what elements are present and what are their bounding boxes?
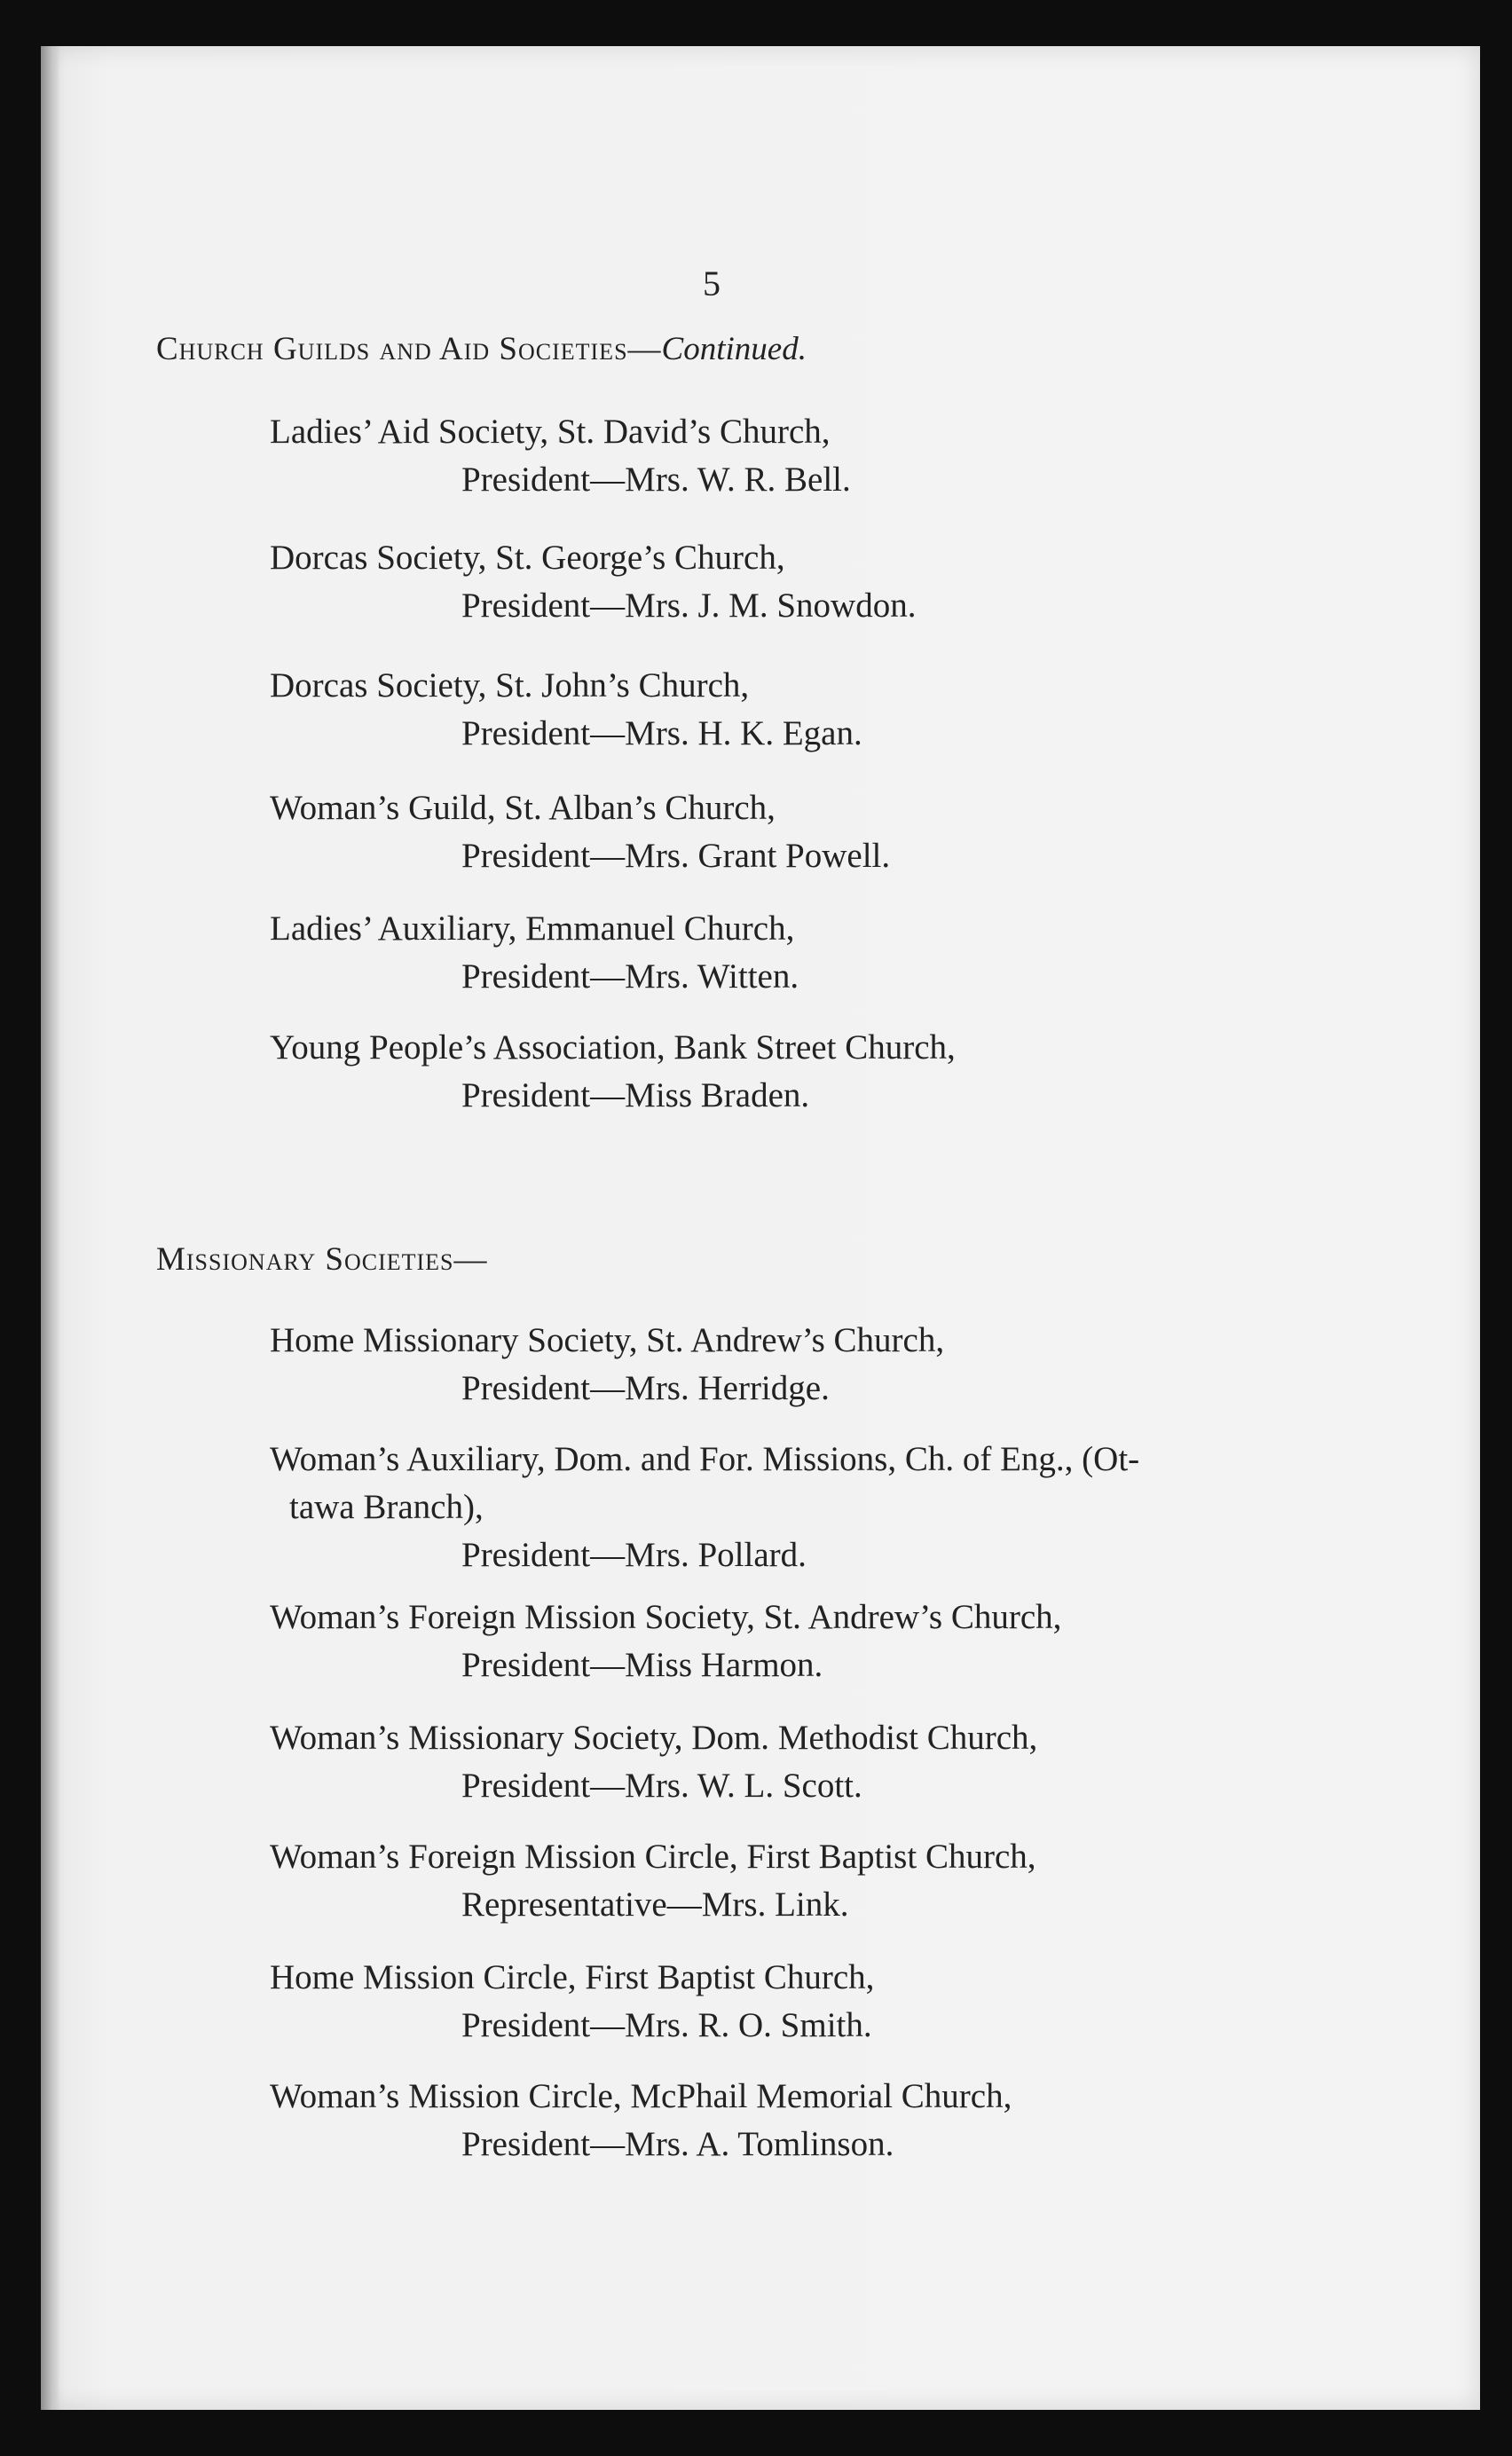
society-officer: President—Mrs. J. M. Snowdon. xyxy=(461,586,917,625)
society-name: Home Mission Circle, First Baptist Church, xyxy=(270,1958,875,1996)
society-officer: President—Mrs. Witten. xyxy=(461,957,799,996)
society-officer: Representative—Mrs. Link. xyxy=(461,1885,849,1924)
section-heading-church-guilds xyxy=(156,330,807,368)
page-spine-shadow xyxy=(41,46,60,2410)
society-entry xyxy=(270,2073,1012,2169)
society-name: Woman’s Mission Circle, McPhail Memorial Church, xyxy=(270,2077,1012,2115)
society-entry xyxy=(270,784,890,880)
society-name: Ladies’ Aid Society, St. David’s Church, xyxy=(270,413,831,451)
society-name-continuation: tawa Branch), xyxy=(289,1488,484,1526)
society-name: Woman’s Guild, St. Alban’s Church, xyxy=(270,789,776,827)
society-name: Woman’s Foreign Mission Society, St. Andrew’s Church, xyxy=(270,1598,1062,1636)
society-officer: President—Mrs. Grant Powell. xyxy=(461,837,891,875)
society-name: Woman’s Missionary Society, Dom. Methodist Church, xyxy=(270,1719,1038,1757)
society-officer: President—Mrs. A. Tomlinson. xyxy=(461,2125,894,2163)
society-entry xyxy=(270,1954,874,2050)
section-heading-text: Missionary Societies— xyxy=(156,1241,488,1278)
section-heading-continued: Continued. xyxy=(661,331,807,367)
society-name: Home Missionary Society, St. Andrew’s Church, xyxy=(270,1321,945,1359)
society-officer: President—Mrs. R. O. Smith. xyxy=(461,2006,872,2044)
society-name: Dorcas Society, St. John’s Church, xyxy=(270,666,750,705)
page-sheet xyxy=(41,46,1480,2410)
society-entry xyxy=(270,1714,1037,1810)
section-heading-text: Church Guilds and Aid Societies— xyxy=(156,331,662,367)
society-entry xyxy=(270,1833,1036,1929)
society-name: Dorcas Society, St. George’s Church, xyxy=(270,539,785,577)
society-name: Woman’s Auxiliary, Dom. and For. Missions, Ch. of Eng., (Ot- xyxy=(270,1440,1140,1478)
society-officer: President—Mrs. H. K. Egan. xyxy=(461,714,862,752)
society-officer: President—Mrs. W. L. Scott. xyxy=(461,1767,862,1805)
society-entry xyxy=(270,408,851,504)
society-entry xyxy=(270,534,916,630)
society-officer: President—Miss Harmon. xyxy=(461,1646,823,1684)
society-officer: President—Mrs. W. R. Bell. xyxy=(461,460,851,499)
page-number: 5 xyxy=(703,264,721,303)
society-entry xyxy=(270,1024,956,1120)
society-officer: President—Miss Braden. xyxy=(461,1076,810,1114)
society-entry xyxy=(270,1317,944,1413)
society-entry xyxy=(270,1594,1061,1689)
society-name: Ladies’ Auxiliary, Emmanuel Church, xyxy=(270,909,795,948)
society-entry xyxy=(270,662,862,758)
society-name: Woman’s Foreign Mission Circle, First Baptist Church, xyxy=(270,1838,1036,1876)
society-officer: President—Mrs. Herridge. xyxy=(461,1369,830,1407)
society-entry xyxy=(270,1436,1139,1579)
society-entry xyxy=(270,905,799,1001)
section-heading-missionary xyxy=(156,1240,488,1279)
society-officer: President—Mrs. Pollard. xyxy=(461,1536,807,1574)
society-name: Young People’s Association, Bank Street Church, xyxy=(270,1028,956,1067)
